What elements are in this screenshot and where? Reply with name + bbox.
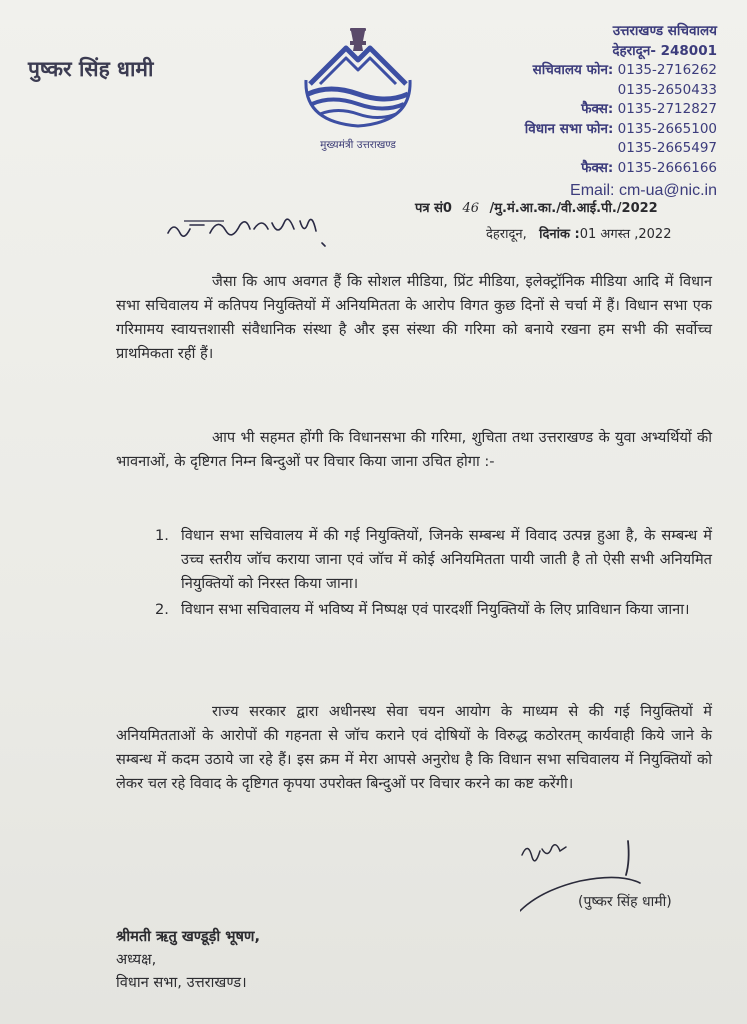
body-paragraph-1: जैसा कि आप अवगत हैं कि सोशल मीडिया, प्रिंट मीडिया, इलेक्ट्रॉनिक मीडिया आदि में विधान सभा सचिवालय में कतिपय नियुक्तियों में अनियमितता के आरोप विगत कुछ दिनों से चर्चा में हैं। विधान सभा एक गरिमामय स्वायत्तशासी संवैधानिक संस्था है और इस संस्था की गरिमा को बनाये रखना हम सभी की सर्वोच्च प्राथमिकता रहीं हैं। [116,273,712,362]
reference-number: 46 [462,201,479,216]
body-paragraph-3: राज्य सरकार द्वारा अधीनस्थ सेवा चयन आयोग के माध्यम से की गई नियुक्तियों में अनियमितताओं के आरोपों की गहनता से जॉच कराने एवं दोषियों के विरुद्ध कठोरतम् कार्यवाही किये जाने के सम्बन्ध में कदम उठाये जा रहे हैं। इस क्रम में मेरा आपसे अनुरोध है कि विधान सभा सचिवालय में नियुक्तियों को लेकर चल रहे विवाद के दृष्टिगत कृपया उपरोक्त बिन्दुओं पर विचार करने का कष्ट करेंगी। [116,703,712,792]
letter-reference [415,198,658,216]
uttarakhand-emblem-icon [300,22,416,132]
email-address: Email: cm-ua@nic.in [570,182,717,199]
recipient-office: विधान सभा, उत्तराखण्ड। [116,974,247,991]
recipient-name: श्रीमती ऋतु खण्डूड़ी भूषण, [116,928,261,945]
letter-date [486,224,671,242]
handwritten-greeting [160,203,340,253]
fax-2-row [457,159,717,179]
address-office: उत्तराखण्ड सचिवालय [612,23,717,39]
assembly-phone-label: विधान सभा फोन: [524,120,614,137]
assembly-phone-1-row [457,120,717,140]
reference-code: /मु.मं.आ.का./वी.आई.पी./2022 [489,201,658,216]
signatory-name: (पुष्कर सिंह धामी) [578,894,672,910]
recipient-block [116,925,260,994]
recipient-designation: अध्यक्ष, [116,951,157,968]
body-paragraph-2: आप भी सहमत होंगी कि विधानसभा की गरिमा, शुचिता तथा उत्तराखण्ड के युवा अभ्यर्थियों की भावनाओं, के दृष्टिगत निम्न बिन्दुओं पर विचार किया जाना उचित होगा :- [116,429,712,470]
list-item-text: विधान सभा सचिवालय में भविष्य में निष्पक्ष एवं पारदर्शी नियुक्तियों के लिए प्राविधान किया जाना। [181,601,690,618]
list-item-text: विधान सभा सचिवालय में की गई नियुक्तियों, जिनके सम्बन्ध में विवाद उत्पन्न हुआ है, के सम्बन्ध में उच्च स्तरीय जॉच कराया जाना एवं जॉच में कोई अनियमितता पायी जाती है तो ऐसी सभी अनियमित नियुक्तियों को निरस्त किया जाना। [181,527,712,592]
date-value: 01 अगस्त ,2022 [579,227,672,242]
list-item-number: 1. [155,527,169,544]
fax-label-2: फैक्स: [581,159,614,176]
points-list [155,524,712,624]
list-item [155,598,712,622]
assembly-phone-2: 0135-2665497 [617,140,717,156]
secretariat-phone-1-row [457,61,717,81]
date-label: दिनांक : [539,227,580,242]
list-item [155,524,712,596]
reference-label: पत्र सं0 [415,201,452,216]
office-address-block [457,22,717,201]
fax-1-row [457,100,717,120]
address-city: देहरादून- 248001 [612,42,717,59]
assembly-phone-1: 0135-2665100 [617,120,717,137]
secretariat-phone-2: 0135-2650433 [617,81,717,98]
fax-label-1: फैक्स: [581,101,614,117]
sender-name: पुष्कर सिंह धामी [28,57,154,81]
secretariat-phone-label: सचिवालय फोन: [532,62,614,78]
fax-1: 0135-2712827 [617,101,717,117]
secretariat-phone-1: 0135-2716262 [617,62,717,78]
letter-place: देहरादून, [486,227,527,242]
emblem-caption: मुख्यमंत्री उत्तराखण्ड [320,139,396,151]
fax-2: 0135-2666166 [617,159,717,176]
handwritten-signature [520,835,740,930]
list-item-number: 2. [155,601,169,618]
